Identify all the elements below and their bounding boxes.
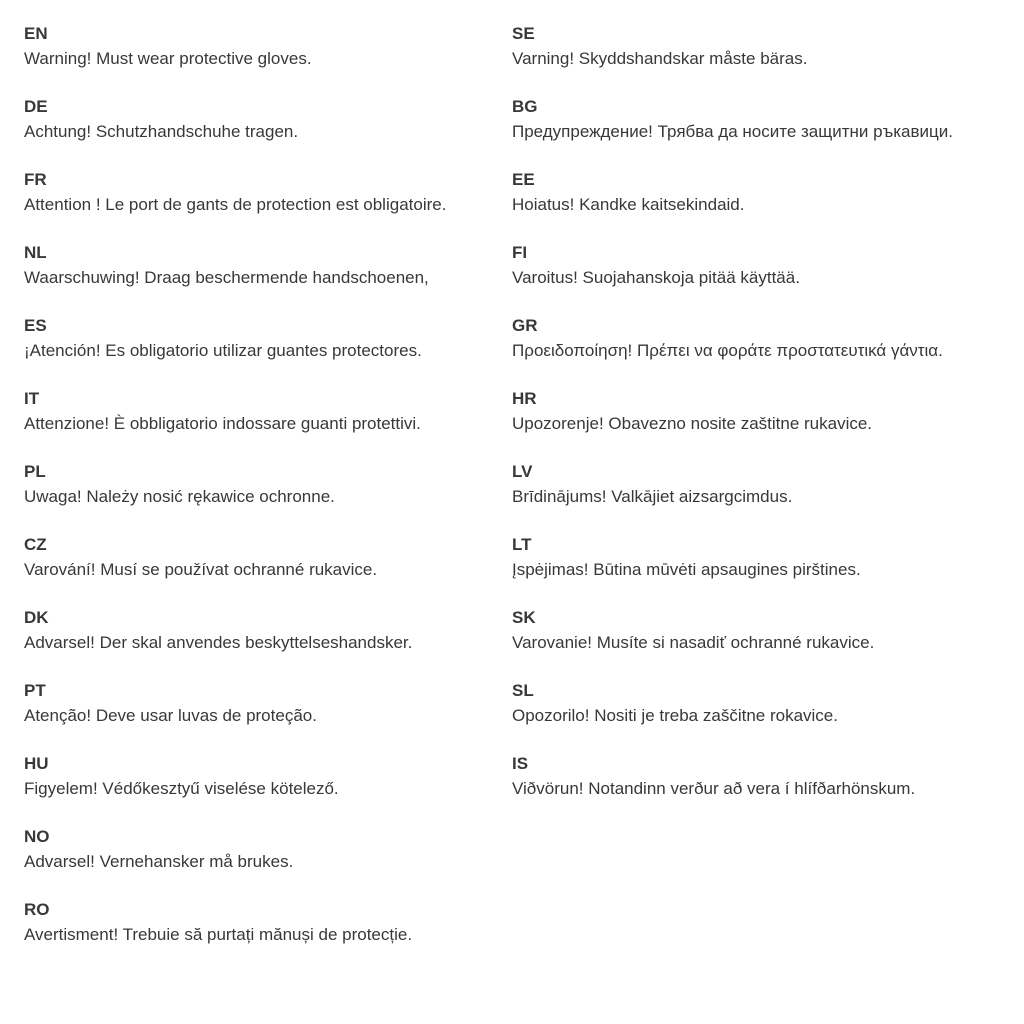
warning-text: ¡Atención! Es obligatorio utilizar guantes protectores. [24, 340, 422, 360]
language-code: PT [24, 681, 46, 700]
warning-text: Figyelem! Védőkesztyű viselése kötelező. [24, 778, 339, 798]
language-code: RO [24, 900, 50, 919]
warning-entry-bg [512, 95, 970, 144]
warning-entry-ro [24, 898, 512, 947]
warning-entry-gr [512, 314, 970, 363]
warning-text: Achtung! Schutzhandschuhe tragen. [24, 121, 299, 141]
language-code: PL [24, 462, 46, 481]
language-code: DK [24, 608, 49, 627]
warning-entry-en [24, 22, 512, 71]
warning-entry-lv [512, 460, 970, 509]
warning-text: Warning! Must wear protective gloves. [24, 48, 312, 68]
warning-entry-es [24, 314, 512, 363]
warning-entry-lt [512, 533, 970, 582]
left-column [24, 22, 512, 971]
warning-entry-is [512, 752, 970, 801]
language-code: SK [512, 608, 536, 627]
warning-entry-pt [24, 679, 512, 728]
warning-entry-it [24, 387, 512, 436]
language-code: SL [512, 681, 534, 700]
warning-text: Varovanie! Musíte si nasadiť ochranné rukavice. [512, 632, 875, 652]
warning-text: Avertisment! Trebuie să purtați mănuși de protecție. [24, 924, 413, 944]
language-code: FR [24, 170, 47, 189]
warning-text: Advarsel! Der skal anvendes beskyttelseshandsker. [24, 632, 413, 652]
warning-text: Brīdinājums! Valkājiet aizsargcimdus. [512, 486, 793, 506]
warning-text: Предупреждение! Трябва да носите защитни ръкавици. [512, 121, 953, 141]
warning-entry-sk [512, 606, 970, 655]
warning-entry-pl [24, 460, 512, 509]
warning-text: Varning! Skyddshandskar måste bäras. [512, 48, 808, 68]
warning-entry-fr [24, 168, 512, 217]
warning-text: Advarsel! Vernehansker må brukes. [24, 851, 294, 871]
warning-entry-no [24, 825, 512, 874]
warning-text: Varování! Musí se používat ochranné rukavice. [24, 559, 378, 579]
warning-entry-nl [24, 241, 512, 290]
warning-entry-fi [512, 241, 970, 290]
language-code: EN [24, 24, 48, 43]
warning-text: Opozorilo! Nositi je treba zaščitne rokavice. [512, 705, 838, 725]
language-code: ES [24, 316, 47, 335]
warning-text: Įspėjimas! Būtina mūvėti apsaugines pirštines. [512, 559, 861, 579]
language-code: CZ [24, 535, 47, 554]
warning-text: Uwaga! Należy nosić rękawice ochronne. [24, 486, 335, 506]
warning-text: Attention ! Le port de gants de protection est obligatoire. [24, 194, 447, 214]
language-code: DE [24, 97, 48, 116]
language-code: IT [24, 389, 40, 408]
warning-text: Waarschuwing! Draag beschermende handschoenen, [24, 267, 429, 287]
language-code: BG [512, 97, 538, 116]
language-code: HU [24, 754, 49, 773]
warning-text: Attenzione! È obbligatorio indossare guanti protettivi. [24, 413, 421, 433]
language-code: HR [512, 389, 537, 408]
warning-text: Viðvörun! Notandinn verður að vera í hlífðarhönskum. [512, 778, 916, 798]
warning-entry-sl [512, 679, 970, 728]
warning-text: Προειδοποίηση! Πρέπει να φοράτε προστατευτικά γάντια. [512, 340, 943, 360]
language-code: IS [512, 754, 529, 773]
language-code: SE [512, 24, 535, 43]
right-column [512, 22, 970, 971]
warning-entry-hr [512, 387, 970, 436]
language-code: FI [512, 243, 528, 262]
language-code: EE [512, 170, 535, 189]
warning-entry-cz [24, 533, 512, 582]
warning-text: Hoiatus! Kandke kaitsekindaid. [512, 194, 745, 214]
warning-entry-dk [24, 606, 512, 655]
language-code: NO [24, 827, 50, 846]
language-code: LT [512, 535, 532, 554]
language-code: NL [24, 243, 47, 262]
warning-entry-se [512, 22, 970, 71]
language-code: LV [512, 462, 533, 481]
warning-text: Upozorenje! Obavezno nosite zaštitne rukavice. [512, 413, 873, 433]
warning-text: Atenção! Deve usar luvas de proteção. [24, 705, 317, 725]
warning-entry-hu [24, 752, 512, 801]
warning-entry-ee [512, 168, 970, 217]
language-code: GR [512, 316, 538, 335]
warning-text: Varoitus! Suojahanskoja pitää käyttää. [512, 267, 800, 287]
warning-entry-de [24, 95, 512, 144]
